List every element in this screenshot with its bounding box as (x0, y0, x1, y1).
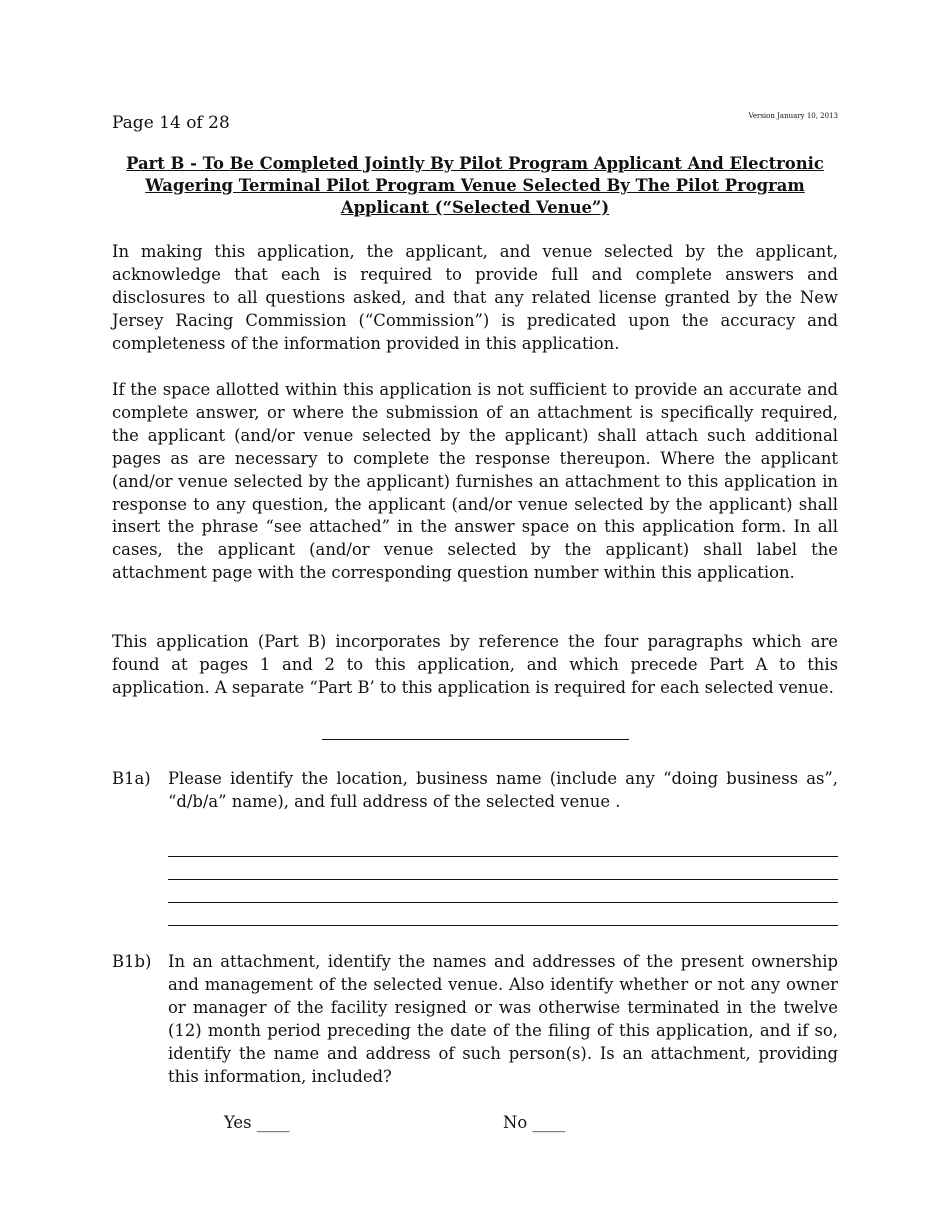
no-answer-blank[interactable]: No ____ (503, 1113, 566, 1132)
yes-answer-blank[interactable]: Yes ____ (224, 1113, 290, 1132)
section-title: Part B - To Be Completed Jointly By Pilot Program Applicant And Electronic Wagering Terminal Pilot Program Venue Selected By The Pilot Program Applicant (“Selected Venue”) (126, 154, 824, 217)
question-b1a-text: Please identify the location, business name (include any “doing business as”, “d/b/a” name), and full address of the selected venue . (168, 769, 838, 811)
incorporation-paragraph: This application (Part B) incorporates by reference the four paragraphs which are found at pages 1 and 2 to this application, and which precede Part A to this application. A separate “Part B’ to this application is required for each selected venue. (112, 632, 838, 697)
question-b1b-number: B1b) (112, 952, 152, 971)
b1a-answer-line-2[interactable] (168, 879, 838, 880)
b1a-answer-line-1[interactable] (168, 856, 838, 857)
version-date: Version January 10, 2013 (748, 112, 838, 120)
b1a-answer-line-4[interactable] (168, 925, 838, 926)
attachment-instructions-paragraph: If the space allotted within this application is not sufficient to provide an accurate and complete answer, or where the submission of an attachment is specifically required, the applicant (and/or venue selected by the applicant) shall attach such additional pages as are necessary to complete the response thereupon. Where the applicant (and/or venue selected by the applicant) furnishes an attachment to this application in response to any question, the applicant (and/or venue selected by the applicant) shall insert the phrase “see attached” in the answer space on this application form. In all cases, the applicant (and/or venue selected by the applicant) shall label the attachment page with the corresponding question number within this application. (112, 380, 838, 583)
section-divider (322, 739, 629, 740)
question-b1b-text: In an attachment, identify the names and addresses of the present ownership and management of the selected venue. Also identify whether or not any owner or manager of the facility resigned or was otherwise terminated in the twelve (12) month period preceding the date of the filing of this application, and if so, identify the name and address of such person(s). Is an attachment, providing this information, included? (168, 952, 838, 1086)
b1a-answer-line-3[interactable] (168, 902, 838, 903)
intro-paragraph: In making this application, the applicant, and venue selected by the applicant, acknowledge that each is required to provide full and complete answers and disclosures to all questions asked, and that any related license granted by the New Jersey Racing Commission (“Commission”) is predicated upon the accuracy and completeness of the information provided in this application. (112, 242, 838, 353)
question-b1a-number: B1a) (112, 769, 151, 788)
page-number: Page 14 of 28 (112, 113, 230, 133)
